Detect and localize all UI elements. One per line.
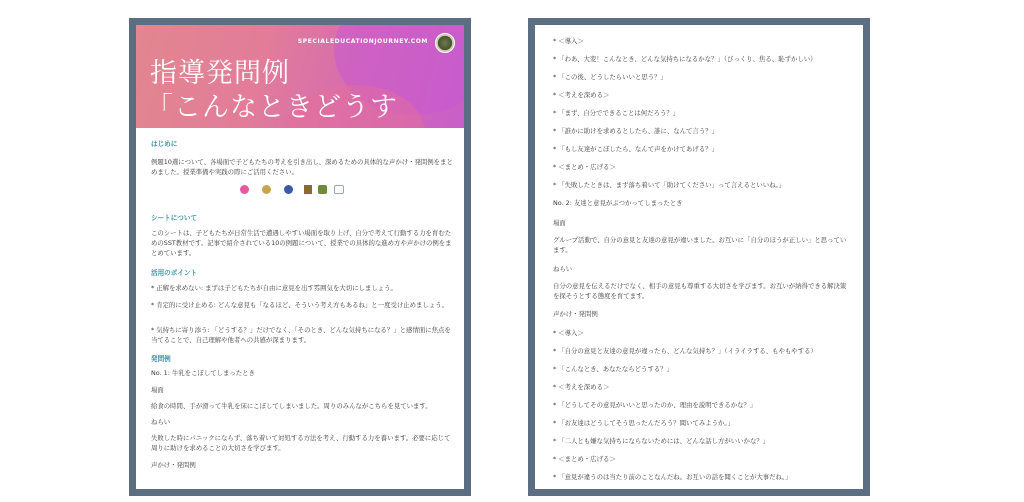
outline-icon [334,185,344,194]
prompt-line: * 「もし友達がこぼしたら、なんて声をかけてあげる？」 [553,145,718,153]
about-text: このシートは、子どもたちが日常生活で遭遇しやすい場面を取り上げ、自分で考えて行動する力を育むためのSST教材です。記事で紹介されている10の例題について、授業での具体的な進め方や声かけの例をまとめています。 [151,229,452,257]
intro-text: 例題10選について、各場面で子どもたちの考えを引き出し、深めるための具体的な声かけ・発問例をまとめました。授業準備や実践の際にご活用ください。 [151,158,453,176]
gold-badge-icon [262,185,271,194]
prompt-line: * 「意見が違うのは当たり前のことなんだね。お互いの話を聞くことが大事だね。」 [553,473,792,481]
points-heading: 活用のポイント [151,269,198,277]
prompt-line: * 「まず、自分でできることは何だろう？」 [553,109,680,117]
icon-row [240,185,360,197]
scene-text: グループ活動で、自分の意見と友達の意見が違いました。お互いに「自分のほうが正しい」と思っています。 [553,236,847,254]
prompt-line: * 「失敗したときは、まず落ち着いて「助けてください」って言えるといいね。」 [553,181,786,189]
aim-text: 自分の意見を伝えるだけでなく、相手の意見も尊重する大切さを学びます。お互いが納得できる解決策を探そうとする態度を育てます。 [553,282,847,300]
blue-badge-icon [284,185,293,194]
pink-badge-icon [240,185,249,194]
prompt-line: * ＜導入＞ [553,329,584,337]
prompt-line: * 「この後、どうしたらいいと思う？」 [553,73,667,81]
document-page-2 [528,18,870,496]
point-item: * 気持ちに寄り添う: 「どうする？」だけでなく、「そのとき、どんな気持ちになる？」と感情面に焦点を当てることで、自己理解や他者への共感が深まります。 [151,326,451,344]
scene-text: 給食の時間、手が滑って牛乳を床にこぼしてしまいました。周りのみんながこちらを見ています。 [151,402,432,410]
picture-icon [318,185,327,194]
page-title-line-1: 指導発問例 [150,58,290,89]
prompt-line: * ＜考えを深める＞ [553,91,610,99]
aim-text: 失敗した時にパニックにならず、落ち着いて対処する方法を考え、行動する力を養います。必要に応じて周りに助けを求めることの大切さを学びます。 [151,434,451,452]
prompt-line: * ＜まとめ・広げる＞ [553,455,616,463]
page-title-line-2: 「こんなときどうす [146,92,398,123]
aim-label: ねらい [151,418,171,426]
document-page-1 [129,18,471,496]
prompt-line: * 「二人とも嫌な気持ちにならないためには、どんな話し方がいいかな？」 [553,437,770,445]
prompt-line: * 「誰かに助けを求めるとしたら、誰に、なんて言う？」 [553,127,718,135]
prompt-line: * ＜考えを深める＞ [553,383,610,391]
scene-label: 場面 [151,386,164,394]
prompts-label: 声かけ・発問例 [553,310,598,318]
about-heading: シートについて [151,214,198,222]
point-item: * 肯定的に受け止める: どんな意見も「なるほど、そういう考え方もあるね」と一度受け止めましょう。 [151,301,448,309]
example-title: No. 3: 課題がわからなかったとき [553,489,651,496]
prompt-line: * 「こんなとき、あなたならどうする？」 [553,365,674,373]
prompt-line: * 「自分の意見と友達の意見が違ったら、どんな気持ち？」（イライラする、もやもやする） [553,347,817,355]
prompt-line: * 「お友達はどうしてそう思ったんだろう？聞いてみようか。」 [553,419,734,427]
intro-heading: はじめに [151,140,178,148]
aim-label: ねらい [553,265,573,273]
examples-heading: 発問例 [151,355,171,363]
prompt-line: * 「わあ、大変！こんなとき、どんな気持ちになるかな？」（びっくり、焦る、恥ずかしい） [553,55,817,63]
scene-label: 場面 [553,219,566,227]
site-url: SPECIALEDUCATIONJOURNEY.COM [297,38,428,45]
prompts-label: 声かけ・発問例 [151,461,196,469]
prompt-line: * ＜導入＞ [553,37,584,45]
prompt-line: * 「どうしてその意見がいいと思ったのか、理由を説明できるかな？」 [553,401,757,409]
example-title: No. 1: 牛乳をこぼしてしまったとき [151,369,255,377]
point-item: * 正解を求めない: まずは子どもたちが自由に意見を出す雰囲気を大切にしましょう。 [151,284,397,292]
example-title: No. 2: 友達と意見がぶつかってしまったとき [553,199,683,207]
prompt-line: * ＜まとめ・広げる＞ [553,163,616,171]
figure-icon [304,185,312,194]
